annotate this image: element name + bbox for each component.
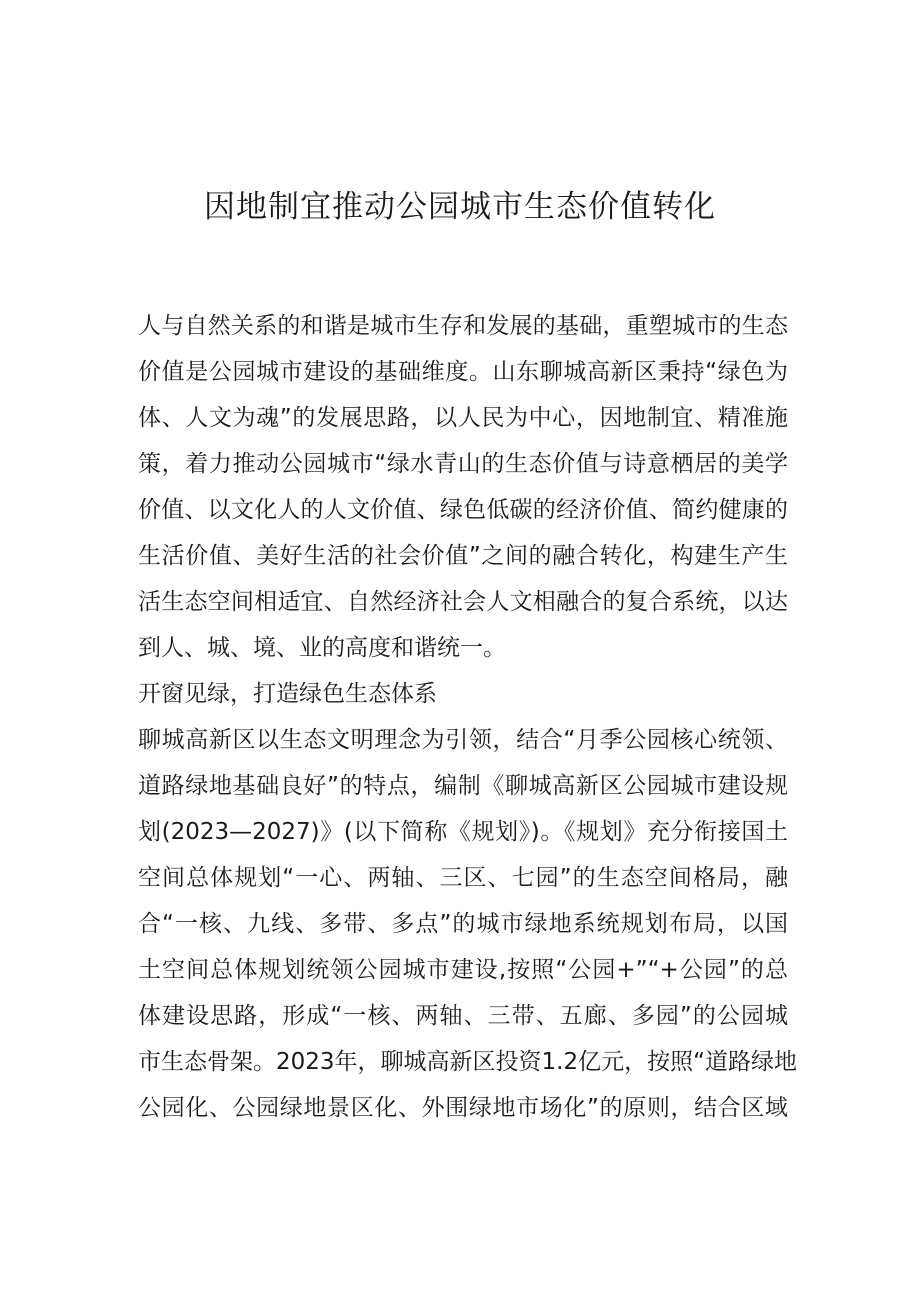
body-line: 聊城高新区以生态文明理念为引领，结合“月季公园核心统领、 [138, 727, 788, 753]
body-line: 到人、城、境、业的高度和谐统一。 [138, 635, 506, 661]
body-line: 合“一核、九线、多带、多点”的城市绿地系统规划布局，以国 [138, 911, 788, 937]
body-line: 道路绿地基础良好”的特点，编制《聊城高新区公园城市建设规 [138, 773, 788, 799]
document-title: 因地制宜推动公园城市生态价值转化 [204, 189, 716, 225]
body-line: 人与自然关系的和谐是城市生存和发展的基础，重塑城市的生态 [138, 313, 788, 339]
body-line: 策，着力推动公园城市“绿水青山的生态价值与诗意栖居的美学 [138, 451, 788, 477]
body-line: 划(2023—2027)》(以下简称《规划》)。《规划》充分衔接国土 [138, 819, 788, 845]
body-line: 空间总体规划“一心、两轴、三区、七园”的生态空间格局，融 [138, 865, 788, 891]
body-line: 活生态空间相适宜、自然经济社会人文相融合的复合系统，以达 [138, 589, 788, 615]
body-line: 土空间总体规划统领公园城市建设,按照“公园+”“+公园”的总 [138, 957, 788, 983]
body-line: 体、人文为魂”的发展思路，以人民为中心，因地制宜、精准施 [138, 405, 788, 431]
body-line: 公园化、公园绿地景区化、外围绿地市场化”的原则，结合区域 [138, 1095, 788, 1121]
body-line: 体建设思路，形成“一核、两轴、三带、五廊、多园”的公园城 [138, 1003, 788, 1029]
document-body [138, 303, 798, 1131]
body-line: 价值、以文化人的人文价值、绿色低碳的经济价值、简约健康的 [138, 497, 788, 523]
body-line: 价值是公园城市建设的基础维度。山东聊城高新区秉持“绿色为 [138, 359, 788, 385]
body-line: 市生态骨架。2023年，聊城高新区投资1.2亿元，按照“道路绿地 [138, 1049, 798, 1075]
section-heading: 开窗见绿，打造绿色生态体系 [138, 681, 437, 707]
body-line: 生活价值、美好生活的社会价值”之间的融合转化，构建生产生 [138, 543, 788, 569]
